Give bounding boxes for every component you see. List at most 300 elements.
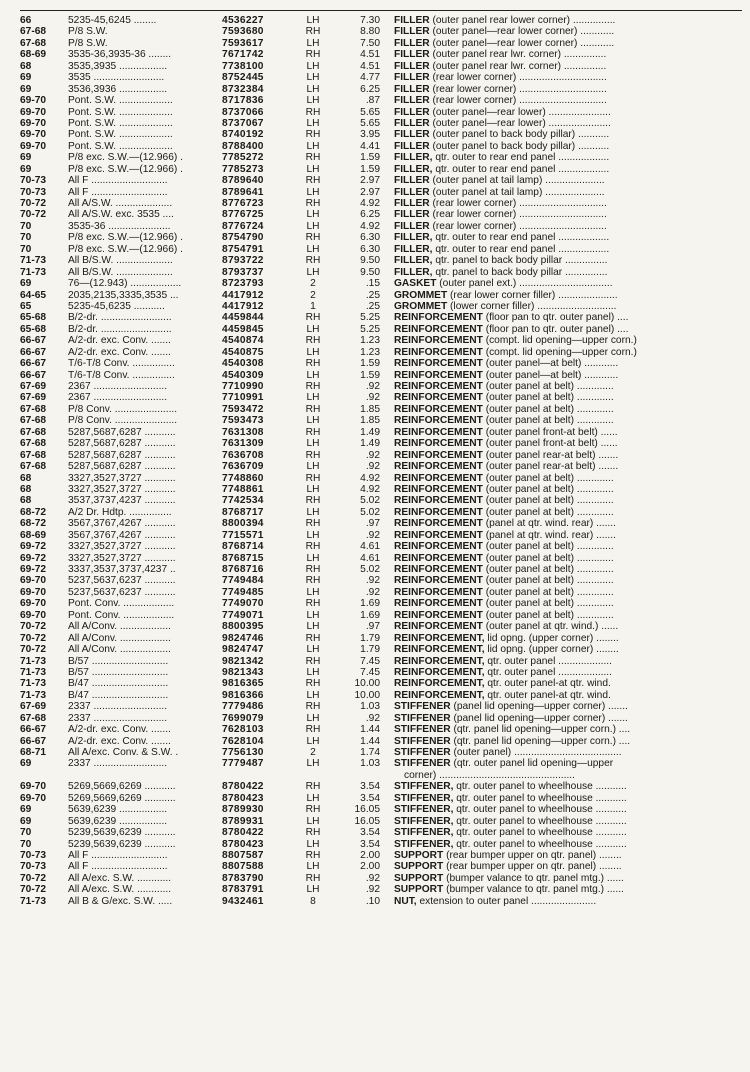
part-name: STIFFENER [394, 701, 451, 713]
description-cell [394, 26, 744, 37]
price-cell: .92 [365, 884, 380, 896]
model-cell: 5639,6239 ................. [68, 804, 168, 816]
model-cell: All F ........................... [68, 186, 168, 198]
side-cell: RH [305, 564, 321, 575]
parts-row [20, 747, 744, 758]
parts-row [20, 209, 744, 220]
part-number-cell: 8768715 [222, 552, 264, 564]
price-cell: 3.54 [360, 781, 380, 793]
description-cell [394, 484, 744, 495]
year-cell: 69 [20, 758, 32, 770]
part-number-cell: 7699079 [222, 712, 264, 724]
part-number-cell: 8789931 [222, 815, 264, 827]
model-cell: 2367 .......................... [68, 392, 168, 404]
parts-row [20, 404, 744, 415]
year-cell: 69 [20, 163, 32, 175]
model-cell: Pont. S.W. ................... [68, 140, 173, 152]
year-cell: 68-72 [20, 518, 47, 530]
side-cell: LH [306, 884, 320, 896]
part-detail: (outer panel at belt) ............. [482, 564, 614, 575]
part-detail: (lower corner filler) ............................ [447, 300, 617, 312]
year-cell: 69 [20, 815, 32, 827]
part-number-cell: 7628103 [222, 724, 264, 736]
price-cell: 1.79 [360, 632, 380, 644]
part-number-cell: 7710991 [222, 392, 264, 404]
top-rule [20, 10, 742, 11]
description-cell [394, 587, 744, 598]
part-name: REINFORCEMENT [394, 541, 483, 553]
model-cell: All A/Conv. .................. [68, 632, 171, 644]
part-detail: (bumper valance to qtr. panel mtg.) ...... [443, 884, 624, 896]
part-number-cell: 7756130 [222, 747, 264, 758]
part-number-cell: 8754790 [222, 232, 264, 244]
side-cell: RH [305, 804, 321, 816]
model-cell: 2337 .......................... [68, 701, 168, 713]
part-name: STIFFENER, [394, 792, 454, 804]
parts-row [20, 884, 744, 895]
description-cell [394, 198, 744, 209]
part-number-cell: 9821343 [222, 666, 264, 678]
year-cell: 70 [20, 827, 32, 839]
part-name: STIFFENER, [394, 804, 454, 816]
price-cell: 4.92 [360, 220, 380, 232]
part-number-cell: 7749485 [222, 586, 264, 598]
price-cell: .92 [365, 529, 380, 541]
parts-row [20, 290, 744, 301]
part-detail: lid opng. (upper corner) ........ [484, 644, 619, 656]
part-number-cell: 8754791 [222, 243, 264, 255]
side-cell: LH [306, 243, 320, 255]
part-name: REINFORCEMENT [394, 495, 483, 507]
model-cell: All F ........................... [68, 175, 168, 187]
price-cell: 1.85 [360, 403, 380, 415]
model-cell: All A/Conv. .................. [68, 621, 171, 633]
model-cell: All A/exc. Conv. & S.W. . [68, 747, 179, 758]
part-detail: (panel lid opening—upper corner) ....... [450, 701, 628, 713]
price-cell: 5.65 [360, 106, 380, 118]
side-cell: LH [306, 735, 320, 747]
part-detail: (outer panel rear-at belt) ....... [482, 449, 619, 461]
model-cell: 2367 .......................... [68, 381, 168, 392]
year-cell: 70-73 [20, 861, 47, 873]
price-cell: 6.30 [360, 232, 380, 244]
year-cell: 69-72 [20, 564, 47, 575]
price-cell: 1.44 [360, 724, 380, 736]
part-number-cell: 8789930 [222, 804, 264, 816]
price-cell: 3.54 [360, 827, 380, 839]
model-cell: A/2-dr. exc. Conv. ....... [68, 735, 171, 747]
part-number-cell: 8737067 [222, 117, 264, 129]
parts-row [20, 358, 744, 369]
parts-row [20, 507, 744, 518]
side-cell: RH [305, 472, 321, 484]
part-name: SUPPORT [394, 861, 444, 873]
parts-row [20, 152, 744, 163]
parts-row [20, 335, 744, 346]
part-number-cell: 8732384 [222, 83, 264, 95]
model-cell: 3535-36,3935-36 ........ [68, 49, 172, 61]
year-cell: 70-72 [20, 198, 47, 209]
side-cell: LH [306, 552, 320, 564]
year-cell: 71-73 [20, 895, 47, 907]
part-number-cell: 8780422 [222, 781, 264, 793]
part-name: REINFORCEMENT [394, 346, 483, 358]
description-cell [394, 804, 744, 815]
part-number-cell: 9821342 [222, 655, 264, 667]
model-cell: 5237,5637,6237 ........... [68, 586, 176, 598]
part-name: FILLER, [394, 232, 433, 244]
part-name: FILLER, [394, 255, 433, 267]
parts-row [20, 370, 744, 381]
price-cell: 10.00 [354, 678, 380, 690]
price-cell: 1.49 [360, 438, 380, 450]
side-cell: LH [306, 266, 320, 278]
part-number-cell: 4417912 [222, 300, 264, 312]
parts-row [20, 667, 744, 678]
year-cell: 65-68 [20, 323, 47, 335]
parts-row [20, 896, 744, 907]
year-cell: 71-73 [20, 266, 47, 278]
description-cell [394, 575, 744, 586]
model-cell: All B & G/exc. S.W. ..... [68, 895, 173, 907]
side-cell: LH [306, 506, 320, 518]
part-detail: (outer panel at belt) ............. [482, 506, 614, 518]
part-number-cell: 8768717 [222, 506, 264, 518]
model-cell: All B/S.W. .................... [68, 266, 173, 278]
description-cell [394, 392, 744, 403]
price-cell: 1.23 [360, 335, 380, 347]
part-name: REINFORCEMENT [394, 586, 483, 598]
model-cell: T/6-T/8 Conv. ............... [68, 369, 175, 381]
price-cell: .92 [365, 392, 380, 404]
part-number-cell: 4540308 [222, 358, 264, 370]
model-cell: 3535 ......................... [68, 72, 165, 84]
price-cell: 1.59 [360, 358, 380, 370]
price-cell: 7.45 [360, 666, 380, 678]
part-detail-continued: corner) ................................................ [404, 769, 575, 781]
side-cell: RH [305, 232, 321, 244]
parts-row [20, 301, 744, 312]
parts-row [20, 107, 744, 118]
part-number-cell: 7636709 [222, 461, 264, 473]
part-detail: (bumper valance to qtr. panel mtg.) ...... [443, 872, 624, 884]
parts-row [20, 164, 744, 175]
part-detail: (outer panel to back body pillar) ........... [429, 129, 610, 141]
part-number-cell: 7636708 [222, 449, 264, 461]
parts-row [20, 129, 744, 140]
year-cell: 70-73 [20, 186, 47, 198]
price-cell: .87 [365, 95, 380, 107]
price-cell: 1.85 [360, 415, 380, 427]
year-cell: 70 [20, 838, 32, 850]
description-cell [394, 164, 744, 175]
model-cell: All A/Conv. .................. [68, 644, 171, 656]
year-cell: 66 [20, 15, 32, 26]
part-number-cell: 7593617 [222, 37, 264, 49]
part-detail: (compt. lid opening—upper corn.) [482, 346, 637, 358]
model-cell: B/47 ........................... [68, 689, 169, 701]
model-cell: All B/S.W. .................... [68, 255, 173, 267]
part-name: FILLER, [394, 163, 433, 175]
price-cell: .97 [365, 621, 380, 633]
parts-row [20, 324, 744, 335]
parts-row [20, 633, 744, 644]
part-number-cell: 8737066 [222, 106, 264, 118]
part-name: REINFORCEMENT [394, 483, 483, 495]
side-cell: 2 [310, 289, 316, 301]
description-cell [394, 381, 744, 392]
part-detail: qtr. outer panel to wheelhouse ........... [453, 781, 627, 793]
part-name: REINFORCEMENT [394, 381, 483, 392]
part-number-cell: 8768714 [222, 541, 264, 553]
part-name: REINFORCEMENT, [394, 689, 485, 701]
side-cell: LH [306, 83, 320, 95]
parts-row [20, 530, 744, 541]
parts-row [20, 438, 744, 449]
price-cell: .92 [365, 712, 380, 724]
model-cell: 3327,3527,3727 ........... [68, 552, 176, 564]
price-cell: 1.69 [360, 609, 380, 621]
year-cell: 69 [20, 152, 32, 164]
parts-row [20, 701, 744, 712]
part-number-cell: 4459845 [222, 323, 264, 335]
description-cell [394, 129, 744, 140]
year-cell: 66-67 [20, 358, 47, 370]
description-cell [394, 598, 744, 609]
parts-row [20, 793, 744, 804]
model-cell: A/2 Dr. Hdtp. ............... [68, 506, 172, 518]
price-cell: 16.05 [354, 804, 380, 816]
part-detail: (outer panel—rear lower) ...................... [429, 106, 611, 118]
year-cell: 70-72 [20, 209, 47, 221]
description-cell [394, 495, 744, 506]
part-detail: (rear lower corner) ............................... [429, 209, 607, 221]
part-detail: qtr. outer to rear end panel .................. [432, 243, 610, 255]
part-detail: (outer panel—at belt) ............ [482, 369, 619, 381]
year-cell: 68 [20, 483, 32, 495]
model-cell: B/47 ........................... [68, 678, 169, 690]
side-cell: 2 [310, 747, 316, 758]
model-cell: 3327,3527,3727 ........... [68, 472, 176, 484]
parts-row [20, 724, 744, 735]
side-cell: RH [305, 632, 321, 644]
description-cell [394, 427, 744, 438]
description-cell [394, 404, 744, 415]
parts-row [20, 495, 744, 506]
description-cell [394, 461, 744, 472]
parts-row [20, 850, 744, 861]
parts-row [20, 656, 744, 667]
side-cell: 2 [310, 278, 316, 290]
part-detail: qtr. panel to back body pillar ............... [432, 266, 608, 278]
parts-row [20, 198, 744, 209]
parts-row [20, 713, 744, 724]
part-name: STIFFENER, [394, 815, 454, 827]
model-cell: Pont. S.W. ................... [68, 117, 173, 129]
part-detail: qtr. outer to rear end panel .................. [432, 163, 610, 175]
part-name: REINFORCEMENT [394, 461, 483, 473]
price-cell: 5.25 [360, 323, 380, 335]
model-cell: All A/exc. S.W. ............ [68, 884, 172, 896]
side-cell: LH [306, 461, 320, 473]
parts-row [20, 427, 744, 438]
part-name: SUPPORT [394, 872, 444, 884]
part-number-cell: 7593472 [222, 403, 264, 415]
side-cell: LH [306, 60, 320, 72]
model-cell: 3535,3935 ................. [68, 60, 168, 72]
description-cell [394, 656, 744, 667]
part-detail: (panel lid opening—upper corner) ....... [450, 712, 628, 724]
parts-row [20, 610, 744, 621]
description-cell [394, 324, 744, 335]
parts-row [20, 450, 744, 461]
part-name: STIFFENER, [394, 827, 454, 839]
side-cell: RH [305, 781, 321, 793]
year-cell: 67-68 [20, 26, 47, 38]
part-number-cell: 8800395 [222, 621, 264, 633]
price-cell: 4.51 [360, 49, 380, 61]
year-cell: 69-70 [20, 140, 47, 152]
year-cell: 65 [20, 300, 32, 312]
price-cell: 6.30 [360, 243, 380, 255]
part-number-cell: 4540309 [222, 369, 264, 381]
year-cell: 69 [20, 278, 32, 290]
year-cell: 67-68 [20, 426, 47, 438]
side-cell: LH [306, 323, 320, 335]
parts-row [20, 690, 744, 701]
price-cell: 4.41 [360, 140, 380, 152]
year-cell: 69-72 [20, 541, 47, 553]
year-cell: 67-68 [20, 712, 47, 724]
parts-row [20, 347, 744, 358]
side-cell: RH [305, 518, 321, 530]
description-cell [394, 15, 744, 26]
description-cell [394, 713, 744, 724]
year-cell: 68-72 [20, 506, 47, 518]
price-cell: .25 [365, 300, 380, 312]
year-cell: 69 [20, 83, 32, 95]
part-name: FILLER [394, 175, 430, 187]
part-name: GROMMET [394, 300, 448, 312]
part-name: REINFORCEMENT, [394, 632, 485, 644]
part-name: NUT, [394, 895, 417, 907]
price-cell: 1.23 [360, 346, 380, 358]
part-detail: (outer panel at belt) ............. [482, 403, 614, 415]
part-number-cell: 8793737 [222, 266, 264, 278]
part-detail: lid opng. (upper corner) ........ [484, 632, 619, 644]
part-name: REINFORCEMENT [394, 472, 483, 484]
part-name: REINFORCEMENT [394, 529, 483, 541]
part-name: REINFORCEMENT [394, 575, 483, 587]
part-number-cell: 8717836 [222, 95, 264, 107]
side-cell: RH [305, 129, 321, 141]
parts-row [20, 861, 744, 872]
year-cell: 67-69 [20, 701, 47, 713]
model-cell: Pont. Conv. .................. [68, 609, 175, 621]
part-number-cell: 7785272 [222, 152, 264, 164]
model-cell: 5235-45,6235 ........... [68, 300, 165, 312]
description-cell [394, 278, 744, 289]
price-cell: .97 [365, 518, 380, 530]
year-cell: 68-69 [20, 49, 47, 61]
price-cell: .92 [365, 449, 380, 461]
side-cell: LH [306, 838, 320, 850]
part-number-cell: 8793722 [222, 255, 264, 267]
part-name: FILLER, [394, 243, 433, 255]
parts-row [20, 61, 744, 72]
parts-row [20, 587, 744, 598]
description-cell [394, 724, 744, 735]
part-number-cell: 8776724 [222, 220, 264, 232]
part-name: FILLER, [394, 152, 433, 164]
side-cell: RH [305, 175, 321, 187]
year-cell: 71-73 [20, 666, 47, 678]
year-cell: 70 [20, 243, 32, 255]
description-cell [394, 221, 744, 232]
part-number-cell: 8807587 [222, 849, 264, 861]
price-cell: 2.97 [360, 186, 380, 198]
price-cell: 2.00 [360, 861, 380, 873]
year-cell: 69-70 [20, 117, 47, 129]
side-cell: RH [305, 655, 321, 667]
description-cell [394, 267, 744, 278]
price-cell: 4.92 [360, 198, 380, 209]
side-cell: RH [305, 541, 321, 553]
description-cell [394, 667, 744, 678]
price-cell: .92 [365, 461, 380, 473]
model-cell: A/2-dr. exc. Conv. ....... [68, 346, 171, 358]
price-cell: 1.03 [360, 701, 380, 713]
parts-row [20, 473, 744, 484]
side-cell: 1 [310, 300, 316, 312]
price-cell: 3.95 [360, 129, 380, 141]
model-cell: P/8 exc. S.W.—(12.966) . [68, 232, 183, 244]
year-cell: 71-73 [20, 255, 47, 267]
side-cell: RH [305, 26, 321, 38]
parts-row [20, 381, 744, 392]
year-cell: 69-70 [20, 106, 47, 118]
part-name: REINFORCEMENT [394, 564, 483, 575]
year-cell: 69-70 [20, 598, 47, 610]
year-cell: 67-68 [20, 449, 47, 461]
part-detail: (outer panel at tail lamp) ..................... [429, 175, 605, 187]
year-cell: 64-65 [20, 289, 47, 301]
part-detail: (outer panel at belt) ............. [482, 472, 614, 484]
part-detail: qtr. outer to rear end panel .................. [432, 152, 610, 164]
parts-row [20, 175, 744, 186]
year-cell: 67-68 [20, 37, 47, 49]
year-cell: 69-70 [20, 95, 47, 107]
part-detail: (outer panel at belt) ............. [482, 495, 614, 507]
part-number-cell: 4540875 [222, 346, 264, 358]
part-number-cell: 8776725 [222, 209, 264, 221]
year-cell: 66-67 [20, 335, 47, 347]
parts-row [20, 575, 744, 586]
part-number-cell: 8740192 [222, 129, 264, 141]
part-detail: (outer panel at belt) ............. [482, 483, 614, 495]
description-cell [394, 141, 744, 152]
description-cell [394, 347, 744, 358]
model-cell: All F ........................... [68, 849, 168, 861]
description-cell [394, 541, 744, 552]
model-cell: 5237,5637,6237 ........... [68, 575, 176, 587]
model-cell: P/8 exc. S.W.—(12.966) . [68, 152, 183, 164]
parts-row [20, 244, 744, 255]
price-cell: 1.44 [360, 735, 380, 747]
parts-row [20, 553, 744, 564]
part-name: FILLER [394, 129, 430, 141]
year-cell: 70-72 [20, 884, 47, 896]
